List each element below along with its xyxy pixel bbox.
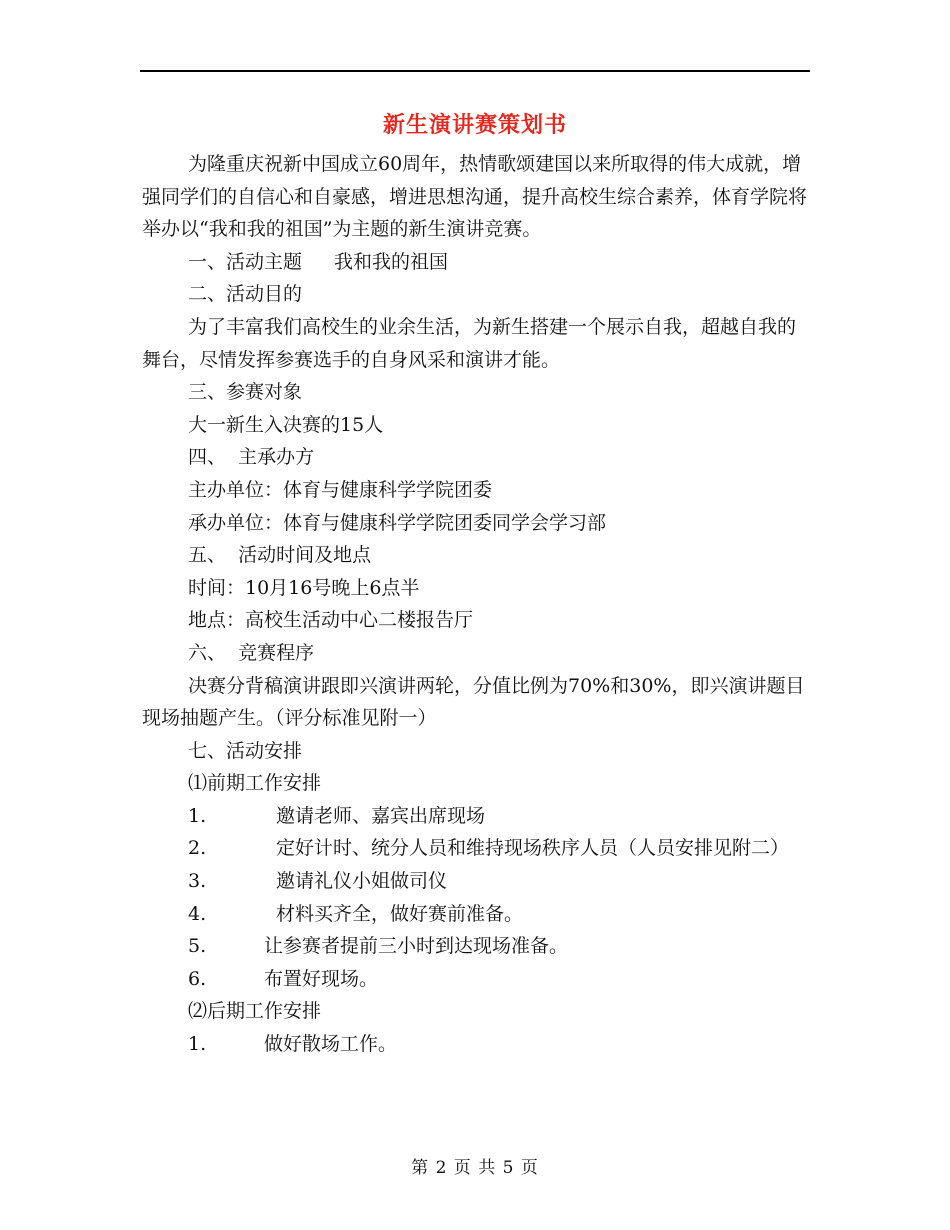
section-4-organizer: 承办单位：体育与健康科学学院团委同学会学习部 [188, 511, 607, 534]
section-4-heading: 四、 主承办方 [188, 446, 315, 469]
list-item: 3. 邀请礼仪小姐做司仪 [188, 870, 448, 893]
list-item: 5. 让参赛者提前三小时到达现场准备。 [188, 935, 569, 958]
list-item: 1. 邀请老师、嘉宾出席现场 [188, 804, 486, 827]
list-item: 6. 布置好现场。 [188, 967, 379, 990]
section-5-heading: 五、 活动时间及地点 [188, 544, 372, 567]
section-2-heading: 二、活动目的 [188, 283, 303, 306]
section-4-host: 主办单位：体育与健康科学学院团委 [188, 478, 493, 501]
section-3-heading: 三、参赛对象 [188, 381, 303, 404]
list-item: 2. 定好计时、统分人员和维持现场秩序人员（人员安排见附二） [188, 837, 790, 860]
section-1-content: 我和我的祖国 [334, 250, 449, 273]
document-body [142, 148, 808, 1061]
header-rule [140, 70, 810, 72]
page-footer: 第 2 页 共 5 页 [411, 1158, 539, 1178]
section-2-content: 为了丰富我们高校生的业余生活，为新生搭建一个展示自我，超越自我的舞台，尽情发挥参赛选手的自身风采和演讲才能。 [142, 315, 797, 371]
section-6-content: 决赛分背稿演讲跟即兴演讲两轮，分值比例为70%和30%，即兴演讲题目现场抽题产生。（评分标准见附一） [142, 674, 805, 730]
section-5-time: 时间：10月16号晚上6点半 [188, 576, 420, 599]
section-6-heading: 六、 竞赛程序 [188, 641, 315, 664]
section-1 [142, 246, 808, 279]
section-7-heading: 七、活动安排 [188, 739, 303, 762]
section-5-place: 地点：高校生活动中心二楼报告厅 [188, 609, 474, 632]
document-title: 新生演讲赛策划书 [382, 112, 567, 138]
section-3-content: 大一新生入决赛的15人 [188, 413, 384, 436]
section-1-heading: 一、活动主题 [188, 250, 303, 273]
post-work-heading: ⑵后期工作安排 [188, 1000, 322, 1023]
list-item: 1. 做好散场工作。 [188, 1033, 398, 1056]
list-item: 4. 材料买齐全，做好赛前准备。 [188, 902, 524, 925]
intro-paragraph: 为隆重庆祝新中国成立60周年，热情歌颂建国以来所取得的伟大成就，增强同学们的自信心和自豪感，增进思想沟通，提升高校生综合素养，体育学院将举办以“我和我的祖国”为主题的新生演讲竞赛。 [142, 153, 808, 241]
pre-work-heading: ⑴前期工作安排 [188, 772, 322, 795]
